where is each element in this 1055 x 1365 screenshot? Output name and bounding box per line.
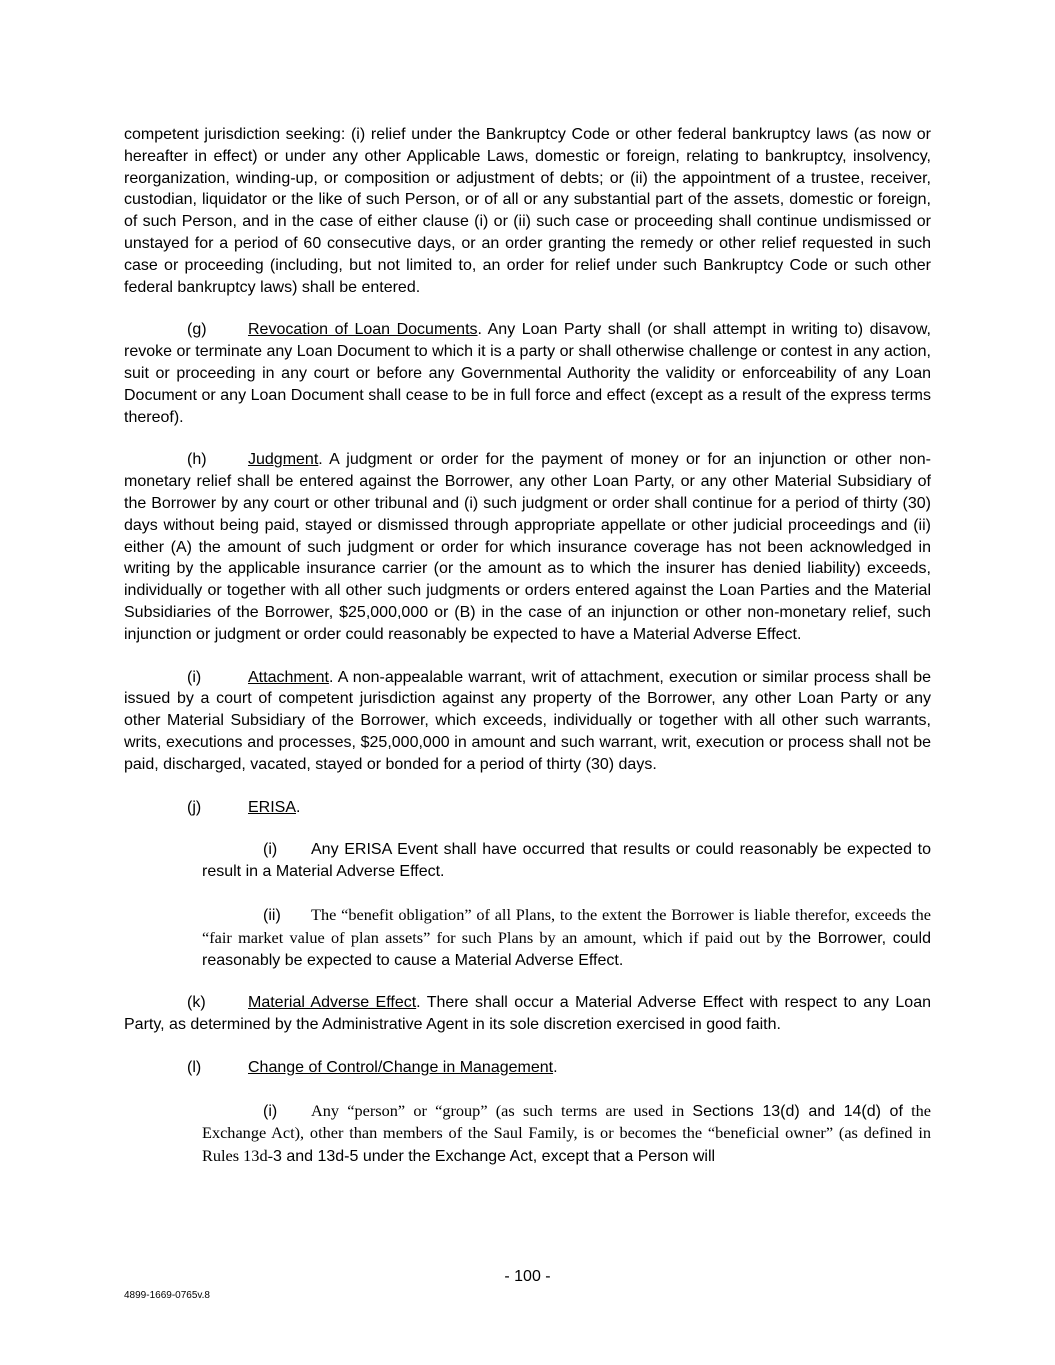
section-j-i-text: Any ERISA Event shall have occurred that results or could reasonably be expected to result in a Material Adverse Effect. <box>202 841 931 881</box>
section-g-text: . Any Loan Party shall (or shall attempt in writing to) disavow, revoke or terminate any Loan Document to which it is a party or shall otherwise challenge or contest in any action, suit or proceeding in any court or before any Governmental Authority the validity or enforceability of any Loan Document or any Loan Document shall cease to be in full force and effect (except as a result of the express terms thereof). <box>124 321 931 426</box>
section-i-title: Attachment <box>248 668 329 686</box>
section-h-text: . A judgment or order for the payment of money or for an injunction or other non-monetary relief shall be entered against the Borrower, any other Loan Party, or any other Material Subsidiary of the Borrower by any court or other tribunal and (i) such judgment or order shall continue for a period of thirty (30) days without being paid, stayed or dismissed through appropriate appellate or other judicial proceedings and (ii) either (A) the amount of such judgment or order for which insurance coverage has not been acknowledged in writing by the applicable insurance carrier (or the amount as to which the insurer has denied liability) exceeds, individually or together with all other such judgments or orders entered against the Loan Parties and the Material Subsidiaries of the Borrower, $25,000,000 or (B) in the case of an injunction or other non-monetary relief, such injunction or judgment or order could reasonably be expected to have a Material Adverse Effect. <box>124 451 931 643</box>
document-id: 4899-1669-0765v.8 <box>124 1290 210 1301</box>
section-j-ii-text-serif: The “benefit obligation” of all Plans, to the extent the Borrower is liable therefor, exceeds the “fair market value of plan assets” for such Plans by an amount, which if paid out by <box>202 904 931 947</box>
section-i-number: (i) <box>187 668 202 686</box>
section-g-number: (g) <box>187 321 207 339</box>
section-k <box>124 992 931 1036</box>
section-l-title: Change of Control/Change in Management <box>248 1058 554 1076</box>
section-i <box>124 667 931 776</box>
section-k-text: . There shall occur a Material Adverse Effect with respect to any Loan Party, as determined by the Administrative Agent in its sole discretion exercised in good faith. <box>124 994 932 1034</box>
section-i-text: . A non-appealable warrant, writ of attachment, execution or similar process shall be issued by a court of competent jurisdiction against any property of the Borrower, any other Loan Party or any other Material Subsidiary of the Borrower, which exceeds, individually or together with all other such warrants, writs, executions and processes, $25,000,000 in amount and such warrant, writ, execution or process shall not be paid, discharged, vacated, stayed or bonded for a period of thirty (30) days. <box>124 668 931 773</box>
section-h-number: (h) <box>187 451 207 469</box>
section-l-i-text-serif-b: the Exchange Act), other than members of the Saul Family, is or becomes the “beneficial owner” (as defined in Rules 13d- <box>202 1100 931 1166</box>
section-j-number: (j) <box>187 798 202 816</box>
section-j-after: . <box>296 798 301 816</box>
section-l-i-text-sans-a: Sections 13(d) and 14(d) of <box>692 1102 903 1120</box>
section-j-title: ERISA <box>248 798 297 816</box>
section-l-after: . <box>553 1058 558 1076</box>
section-l-i-number: (i) <box>263 1102 278 1120</box>
section-l-i-text-serif-a: Any “person” or “group” (as such terms are used in <box>311 1100 693 1120</box>
section-j <box>187 797 931 819</box>
section-g <box>124 319 931 428</box>
section-j-i-number: (i) <box>263 841 278 859</box>
section-h-title: Judgment <box>248 451 319 469</box>
section-j-ii <box>202 904 931 971</box>
section-j-ii-number: (ii) <box>263 906 281 924</box>
section-j-ii-text-sans: the Borrower, could reasonably be expected to cause a Material Adverse Effect. <box>202 929 932 969</box>
page-number: - 100 - <box>504 1268 551 1285</box>
section-l-number: (l) <box>187 1058 202 1076</box>
section-l-i-text-sans-b: 3 and 13d-5 under the Exchange Act, except that a Person will <box>273 1148 716 1166</box>
section-g-title: Revocation of Loan Documents <box>248 321 478 339</box>
section-k-number: (k) <box>187 994 206 1012</box>
section-h <box>124 449 931 645</box>
section-l <box>187 1057 931 1079</box>
intro-paragraph: competent jurisdiction seeking: (i) relief under the Bankruptcy Code or other federal bankruptcy laws (as now or hereafter in effect) or under any other Applicable Laws, domestic or foreign, relating to bankruptcy, insolvency, reorganization, winding-up, or composition or adjustment of debts; or (ii) the appointment of a trustee, receiver, custodian, liquidator or the like of such Person, or of all or any substantial part of the assets, domestic or foreign, of such Person, and in the case of either clause (i) or (ii) such case or proceeding shall continue undismissed or unstayed for a period of 60 consecutive days, or an order granting the remedy or other relief requested in such case or proceeding (including, but not limited to, an order for relief under such Bankruptcy Code or such other federal bankruptcy laws) shall be entered. <box>124 126 931 296</box>
document-body <box>124 124 931 1189</box>
section-j-i <box>202 839 931 883</box>
section-l-i <box>202 1100 931 1168</box>
section-k-title: Material Adverse Effect <box>248 994 417 1012</box>
